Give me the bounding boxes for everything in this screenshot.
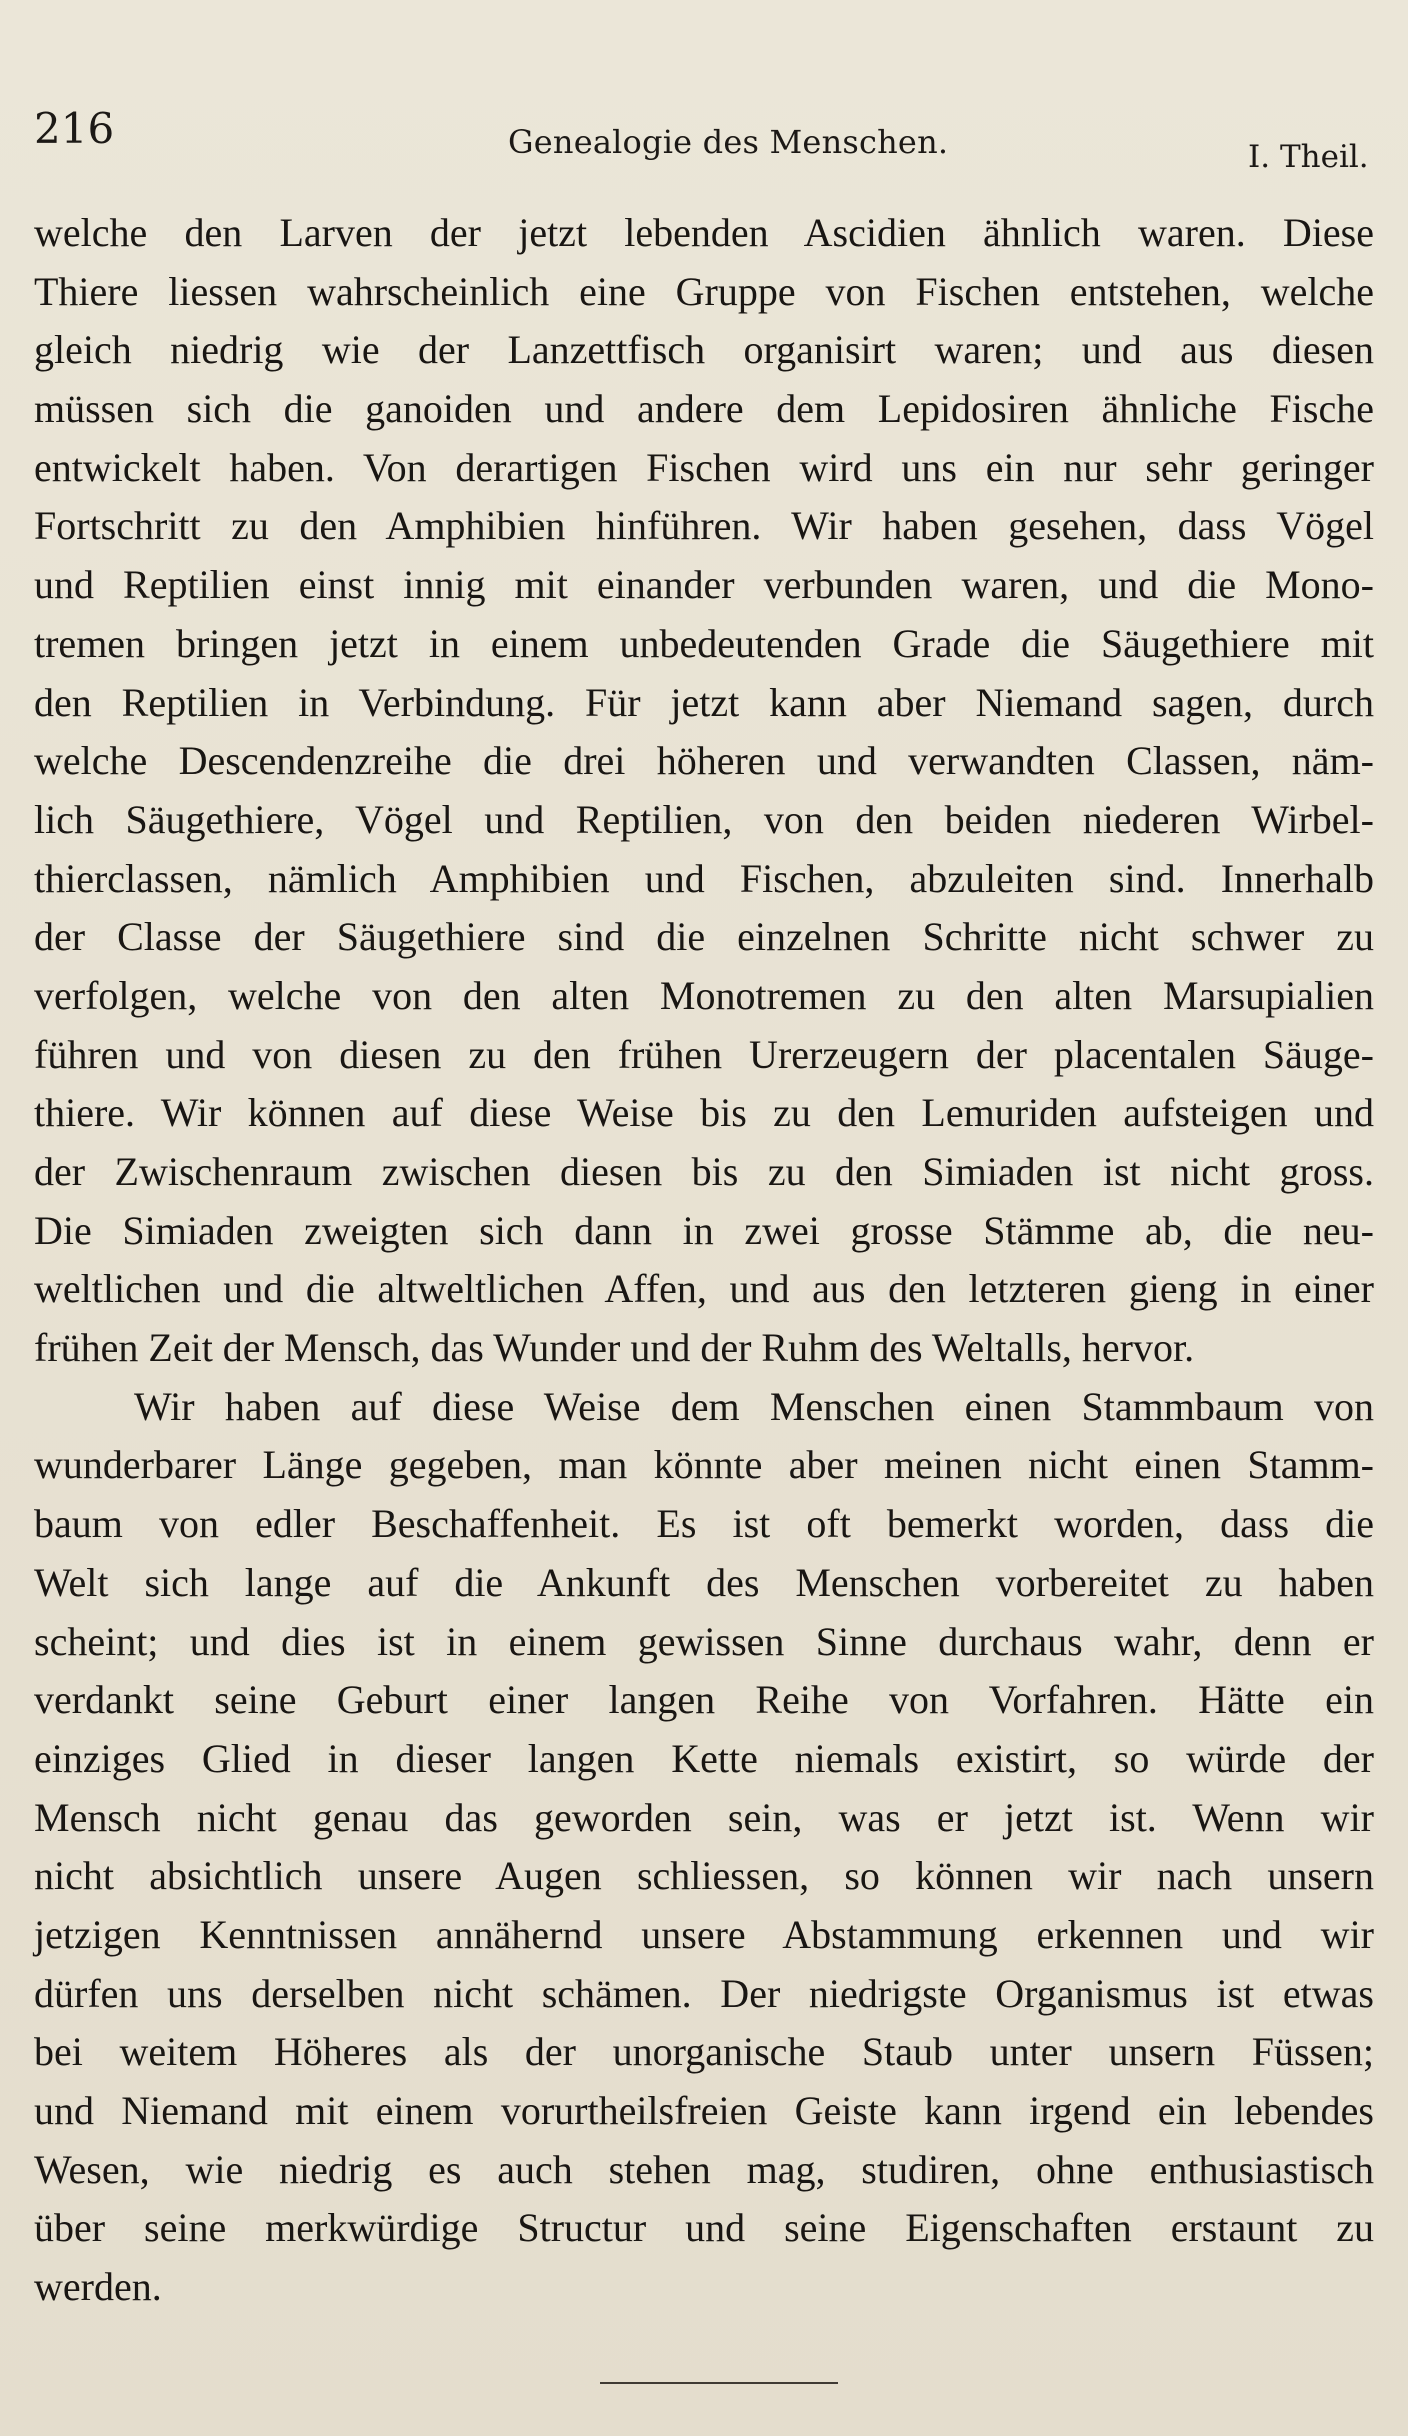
paragraph-2 [34, 1378, 1374, 2317]
closing-rule [600, 2382, 838, 2384]
text-line: verfolgen, welche von den alten Monotremen zu den alten Marsupialien [34, 972, 1374, 1018]
text-line: frühen Zeit der Mensch, das Wunder und der Ruhm des Weltalls, hervor. [34, 1325, 1195, 1371]
text-line: Mensch nicht genau das geworden sein, was er jetzt ist. Wenn wir [34, 1794, 1374, 1840]
text-line: den Reptilien in Verbindung. Für jetzt kann aber Niemand sagen, durch [34, 679, 1374, 725]
paragraph-1 [34, 204, 1374, 1378]
text-line: über seine merkwürdige Structur und seine Eigenschaften erstaunt zu [34, 2205, 1374, 2251]
text-line: tremen bringen jetzt in einem unbedeutenden Grade die Säugethiere mit [34, 620, 1374, 666]
text-line: der Classe der Säugethiere sind die einzelnen Schritte nicht schwer zu [34, 914, 1374, 960]
text-line: scheint; und dies ist in einem gewissen Sinne durchaus wahr, denn er [34, 1618, 1374, 1664]
text-line: welche den Larven der jetzt lebenden Ascidien ähnlich waren. Diese [34, 210, 1374, 255]
text-line: Wir haben auf diese Weise dem Menschen einen Stammbaum von [134, 1383, 1374, 1429]
text-line: lich Säugethiere, Vögel und Reptilien, von den beiden niederen Wirbel- [34, 796, 1374, 842]
text-line: müssen sich die ganoiden und andere dem Lepidosiren ähnliche Fische [34, 386, 1374, 432]
text-line: und Reptilien einst innig mit einander verbunden waren, und die Mono- [34, 562, 1374, 608]
text-line: Welt sich lange auf die Ankunft des Menschen vorbereitet zu haben [34, 1559, 1374, 1605]
text-line: Fortschritt zu den Amphibien hinführen. Wir haben gesehen, dass Vögel [34, 503, 1374, 549]
text-line: nicht absichtlich unsere Augen schliessen, so können wir nach unsern [34, 1853, 1374, 1899]
text-line: thiere. Wir können auf diese Weise bis zu den Lemuriden aufsteigen und [34, 1090, 1374, 1136]
text-line: Thiere liessen wahrscheinlich eine Gruppe von Fischen entstehen, welche [34, 268, 1374, 314]
text-line: und Niemand mit einem vorurtheilsfreien Geiste kann irgend ein lebendes [34, 2088, 1374, 2133]
text-line: wunderbarer Länge gegeben, man könnte aber meinen nicht einen Stamm- [34, 1442, 1374, 1488]
page-number: 216 [34, 104, 115, 153]
text-line: Die Simiaden zweigten sich dann in zwei grosse Stämme ab, die neu- [34, 1207, 1374, 1253]
text-line: der Zwischenraum zwischen diesen bis zu den Simiaden ist nicht gross. [34, 1149, 1374, 1194]
text-line: thierclassen, nämlich Amphibien und Fischen, abzuleiten sind. Innerhalb [34, 855, 1374, 901]
running-title: Genealogie des Menschen. [508, 123, 949, 161]
text-line: bei weitem Höheres als der unorganische Staub unter unsern Füssen; [34, 2029, 1374, 2075]
part-label: I. Theil. [1248, 139, 1369, 175]
text-line: entwickelt haben. Von derartigen Fischen wird uns ein nur sehr geringer [34, 444, 1374, 490]
text-line: einziges Glied in dieser langen Kette niemals existirt, so würde der [34, 1735, 1374, 1781]
text-line: welche Descendenzreihe die drei höheren und verwandten Classen, näm- [34, 738, 1374, 784]
text-line: verdankt seine Geburt einer langen Reihe von Vorfahren. Hätte ein [34, 1677, 1374, 1723]
text-line: gleich niedrig wie der Lanzettfisch organisirt waren; und aus diesen [34, 327, 1374, 373]
running-head [0, 104, 1408, 178]
text-line: werden. [34, 2264, 162, 2310]
text-line: dürfen uns derselben nicht schämen. Der niedrigste Organismus ist etwas [34, 1970, 1374, 2016]
text-line: Wesen, wie niedrig es auch stehen mag, studiren, ohne enthusiastisch [34, 2146, 1374, 2192]
text-line: weltlichen und die altweltlichen Affen, und aus den letzteren gieng in einer [34, 1266, 1374, 1312]
text-line: führen und von diesen zu den frühen Urerzeugern der placentalen Säuge- [34, 1031, 1374, 1077]
text-line: baum von edler Beschaffenheit. Es ist oft bemerkt worden, dass die [34, 1501, 1374, 1547]
text-line: jetzigen Kenntnissen annähernd unsere Abstammung erkennen und wir [34, 1911, 1374, 1957]
main-text [34, 204, 1374, 2317]
